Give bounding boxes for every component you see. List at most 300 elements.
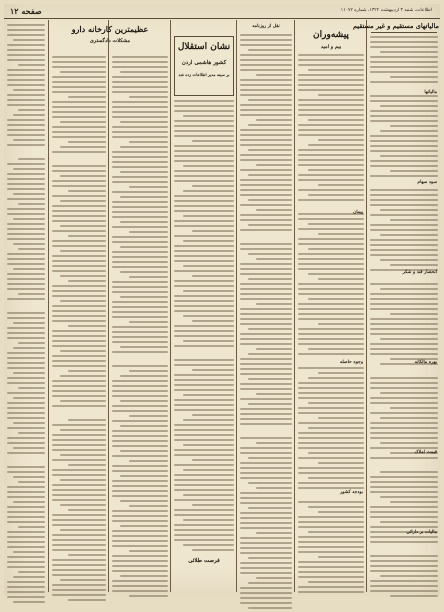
text-line <box>298 189 364 191</box>
col2-article-title: پیشه‌وران <box>313 30 349 40</box>
text-line <box>129 231 168 233</box>
text-line <box>240 477 292 479</box>
text-line <box>298 268 364 270</box>
text-line <box>174 220 234 222</box>
text-line <box>13 168 45 170</box>
text-line <box>18 203 45 205</box>
text-line <box>370 546 438 552</box>
text-line <box>174 125 234 127</box>
text-line <box>248 557 292 559</box>
text-line <box>120 221 168 223</box>
text-line <box>112 356 168 362</box>
text-line <box>52 589 106 591</box>
text-line <box>52 210 106 212</box>
text-line <box>174 509 234 511</box>
text-line <box>183 419 234 421</box>
text-line <box>380 288 438 290</box>
text-line <box>7 178 45 180</box>
text-line <box>112 161 168 163</box>
center-kicker: نقل از روزنامه <box>252 24 280 29</box>
text-line <box>7 466 45 468</box>
text-line <box>112 286 168 288</box>
center-article-subtitle-2: بر سینه مدیر اطلاعات زده شد <box>178 72 230 77</box>
text-line <box>240 154 292 156</box>
text-line <box>52 424 106 426</box>
text-line <box>52 315 106 317</box>
left-article-title: عظیمترین کارخانه دارو <box>71 24 149 34</box>
text-line <box>370 402 438 404</box>
text-line <box>380 575 438 577</box>
text-line <box>370 387 438 389</box>
text-line <box>298 154 364 156</box>
text-line <box>52 395 106 397</box>
text-line <box>380 338 438 340</box>
text-line <box>240 592 292 594</box>
text-line <box>370 95 438 97</box>
text-line <box>370 199 438 201</box>
text-line <box>7 44 45 46</box>
text-line <box>370 412 438 414</box>
text-line <box>174 429 234 431</box>
text-line <box>370 397 438 399</box>
text-line <box>192 504 234 506</box>
text-line <box>112 490 168 492</box>
text-line <box>18 248 45 250</box>
text-line <box>7 442 45 444</box>
text-line <box>7 173 45 175</box>
text-line <box>7 59 45 61</box>
text-line <box>7 99 45 101</box>
text-line <box>256 393 292 395</box>
text-line <box>370 135 438 137</box>
text-line <box>240 44 292 46</box>
text-line <box>52 434 106 436</box>
text-line <box>7 303 45 309</box>
text-line <box>298 412 364 414</box>
text-line <box>112 380 168 382</box>
text-line <box>18 158 45 160</box>
text-line <box>7 79 45 81</box>
text-line <box>240 179 292 181</box>
text-line <box>370 293 438 295</box>
text-line <box>308 348 364 350</box>
text-line <box>52 56 106 58</box>
text-line <box>240 64 292 66</box>
text-line <box>370 585 438 587</box>
text-line <box>183 494 234 496</box>
text-line <box>7 223 45 225</box>
text-line <box>256 119 292 121</box>
text-line <box>174 175 234 177</box>
text-line <box>370 115 438 117</box>
text-line <box>370 239 438 241</box>
text-line <box>248 149 292 151</box>
text-line <box>174 260 234 262</box>
text-line <box>240 263 292 265</box>
text-line <box>370 194 438 196</box>
text-line <box>112 136 168 138</box>
text-line <box>112 181 168 183</box>
text-line <box>370 244 438 246</box>
text-line <box>240 602 292 604</box>
text-line <box>13 372 45 374</box>
text-line <box>240 109 292 111</box>
text-line <box>120 71 168 73</box>
text-line <box>7 134 45 136</box>
text-line <box>120 196 168 198</box>
text-line <box>370 348 438 350</box>
text-line <box>112 116 168 118</box>
text-line <box>240 84 292 86</box>
text-line <box>240 338 292 340</box>
text-line <box>120 525 168 527</box>
text-line <box>7 407 45 409</box>
text-line <box>52 524 106 526</box>
text-line <box>240 189 292 191</box>
section-heading: قیمت املاک <box>414 450 437 455</box>
text-line <box>240 79 292 81</box>
text-line <box>298 397 364 399</box>
text-line <box>192 275 234 277</box>
text-line <box>60 400 106 402</box>
text-line <box>240 527 292 529</box>
text-line <box>112 395 168 397</box>
text-line <box>240 94 292 96</box>
text-line <box>52 310 106 312</box>
text-line <box>298 487 364 489</box>
text-line <box>390 219 438 221</box>
text-line <box>129 96 168 98</box>
text-line <box>240 408 292 410</box>
text-line <box>7 506 45 508</box>
text-line <box>52 260 106 262</box>
text-line <box>120 246 168 248</box>
text-line <box>240 184 292 186</box>
text-line <box>240 169 292 171</box>
text-line <box>240 437 292 439</box>
text-line <box>240 308 292 310</box>
column-3 <box>236 20 295 592</box>
text-line <box>60 175 106 177</box>
text-line <box>308 273 364 275</box>
text-line <box>370 175 438 177</box>
text-line <box>248 482 292 484</box>
text-line <box>7 556 45 558</box>
text-line <box>112 241 168 243</box>
text-line <box>318 462 364 464</box>
text-line <box>174 364 234 366</box>
left-article-subtitle: مشکلات دادگستری <box>89 38 131 44</box>
text-line <box>298 576 364 578</box>
text-line <box>248 124 292 126</box>
text-line <box>308 402 364 404</box>
text-line <box>240 194 292 196</box>
text-line <box>298 104 364 106</box>
bottom-article-title: فرصت طلائی <box>188 558 220 564</box>
text-line <box>240 129 292 131</box>
text-line <box>52 494 106 496</box>
text-line <box>112 560 168 562</box>
text-line <box>248 224 292 226</box>
text-line <box>370 160 438 162</box>
text-line <box>7 278 45 280</box>
text-line <box>52 489 106 491</box>
text-line <box>13 447 45 449</box>
section-heading: انحصار قند و شکر <box>402 270 437 275</box>
text-line <box>52 136 106 138</box>
text-line <box>52 205 106 207</box>
text-line <box>112 211 168 213</box>
text-line <box>192 230 234 232</box>
text-line <box>256 74 292 76</box>
text-line <box>13 218 45 220</box>
text-line <box>192 549 234 551</box>
text-line <box>7 327 45 329</box>
text-line <box>7 337 45 339</box>
text-line <box>174 529 234 531</box>
text-line <box>7 511 45 513</box>
text-line <box>13 476 45 478</box>
text-line <box>240 517 292 519</box>
text-line <box>183 240 234 242</box>
text-line <box>52 519 106 521</box>
text-line <box>52 295 106 297</box>
text-line <box>13 243 45 245</box>
text-line <box>298 303 364 305</box>
section-heading: مالیاتها <box>424 90 437 95</box>
text-line <box>298 591 364 593</box>
text-line <box>112 545 168 547</box>
text-line <box>370 229 438 231</box>
text-line <box>112 126 168 128</box>
text-line <box>112 206 168 208</box>
text-line <box>120 171 168 173</box>
text-line <box>112 191 168 193</box>
text-line <box>192 414 234 416</box>
text-line <box>240 492 292 494</box>
text-line <box>68 554 106 556</box>
text-line <box>52 390 106 392</box>
text-line <box>298 149 364 151</box>
text-line <box>298 263 364 265</box>
text-line <box>174 195 234 197</box>
text-line <box>52 165 106 167</box>
text-line <box>60 121 106 123</box>
text-line <box>120 296 168 298</box>
text-line <box>240 522 292 524</box>
text-line <box>390 76 438 78</box>
text-line <box>240 159 292 161</box>
text-line <box>298 283 364 285</box>
text-line <box>18 342 45 344</box>
text-line <box>52 180 106 182</box>
text-line <box>380 496 438 498</box>
text-line <box>174 534 234 536</box>
text-line <box>298 501 364 503</box>
text-line <box>380 130 438 132</box>
text-line <box>120 400 168 402</box>
text-line <box>174 145 234 147</box>
text-line <box>52 151 106 153</box>
text-line <box>370 570 438 572</box>
text-line <box>192 369 234 371</box>
text-line <box>390 170 438 172</box>
text-line <box>174 270 234 272</box>
text-line <box>112 580 168 582</box>
text-line <box>240 542 292 544</box>
text-line <box>248 199 292 201</box>
text-line <box>174 225 234 227</box>
text-line <box>52 106 106 108</box>
text-line <box>298 159 364 161</box>
text-line <box>52 355 106 357</box>
text-line <box>7 213 45 215</box>
text-line <box>240 139 292 141</box>
text-line <box>7 24 45 26</box>
text-line <box>112 176 168 178</box>
text-line <box>60 146 106 148</box>
text-line <box>112 56 168 58</box>
text-line <box>174 210 234 212</box>
text-line <box>52 449 106 451</box>
text-line <box>7 49 45 51</box>
text-line <box>112 86 168 88</box>
text-line <box>240 318 292 320</box>
text-line <box>298 218 364 220</box>
text-line <box>52 86 106 88</box>
text-line <box>240 134 292 136</box>
text-line <box>308 169 364 171</box>
text-line <box>112 131 168 133</box>
text-line <box>370 298 438 300</box>
text-line <box>7 392 45 394</box>
text-line <box>112 226 168 228</box>
text-line <box>298 84 364 86</box>
text-line <box>298 238 364 240</box>
text-line <box>112 76 168 78</box>
text-line <box>18 526 45 528</box>
text-line <box>52 91 106 93</box>
text-line <box>256 442 292 444</box>
text-line <box>112 336 168 338</box>
text-line <box>52 365 106 367</box>
text-line <box>298 551 364 553</box>
text-line <box>52 156 106 162</box>
text-line <box>308 194 364 196</box>
text-line <box>318 323 364 325</box>
text-line <box>7 273 45 275</box>
text-line <box>256 303 292 305</box>
text-line <box>112 405 168 407</box>
text-line <box>120 425 168 427</box>
text-line <box>174 160 234 162</box>
text-line <box>174 345 234 347</box>
text-line <box>112 485 168 487</box>
text-line <box>7 94 45 96</box>
text-line <box>183 215 234 217</box>
text-line <box>298 467 364 469</box>
text-line <box>112 316 168 318</box>
text-line <box>112 341 168 343</box>
text-line <box>240 89 292 91</box>
text-line <box>112 281 168 283</box>
text-line <box>112 590 168 592</box>
text-line <box>52 439 106 441</box>
text-line <box>7 149 45 155</box>
text-line <box>240 219 292 221</box>
text-line <box>256 164 292 166</box>
text-line <box>60 579 106 581</box>
text-line <box>370 432 438 434</box>
text-line <box>112 106 168 108</box>
text-line <box>52 255 106 257</box>
text-line <box>298 422 364 424</box>
text-line <box>13 347 45 349</box>
section-heading: بهره مالکانه <box>414 360 437 365</box>
text-line <box>240 452 292 454</box>
text-line <box>7 566 45 568</box>
text-line <box>60 375 106 377</box>
text-line <box>13 39 45 41</box>
text-line <box>174 384 234 386</box>
text-line <box>308 69 364 71</box>
text-line <box>240 69 292 71</box>
text-line <box>298 328 364 330</box>
text-line <box>7 581 45 583</box>
text-line <box>112 266 168 268</box>
text-line <box>52 474 106 476</box>
text-line <box>192 320 234 322</box>
text-line <box>174 305 234 307</box>
text-line <box>52 131 106 133</box>
text-line <box>370 249 438 251</box>
text-line <box>248 403 292 405</box>
text-line <box>174 399 234 401</box>
text-line <box>370 81 438 83</box>
text-line <box>129 321 168 323</box>
text-line <box>308 581 364 583</box>
text-line <box>174 120 234 122</box>
text-line <box>298 74 364 76</box>
text-line <box>370 61 438 63</box>
text-line <box>298 129 364 131</box>
text-line <box>318 278 364 280</box>
text-line <box>52 185 106 187</box>
text-line <box>240 587 292 589</box>
text-line <box>174 310 234 312</box>
text-line <box>7 208 45 210</box>
text-line <box>52 126 106 128</box>
text-line <box>7 377 45 379</box>
text-line <box>240 472 292 474</box>
text-line <box>7 586 45 588</box>
text-line <box>370 66 438 68</box>
text-line <box>52 569 106 571</box>
text-line <box>298 338 364 340</box>
text-line <box>370 224 438 226</box>
text-line <box>370 486 438 488</box>
text-line <box>7 496 45 498</box>
text-line <box>298 288 364 290</box>
text-line <box>60 225 106 227</box>
text-line <box>68 370 106 372</box>
text-line <box>183 340 234 342</box>
text-line <box>308 119 364 121</box>
text-line <box>112 440 168 442</box>
text-line <box>120 450 168 452</box>
text-line <box>7 596 45 598</box>
text-line <box>7 317 45 319</box>
